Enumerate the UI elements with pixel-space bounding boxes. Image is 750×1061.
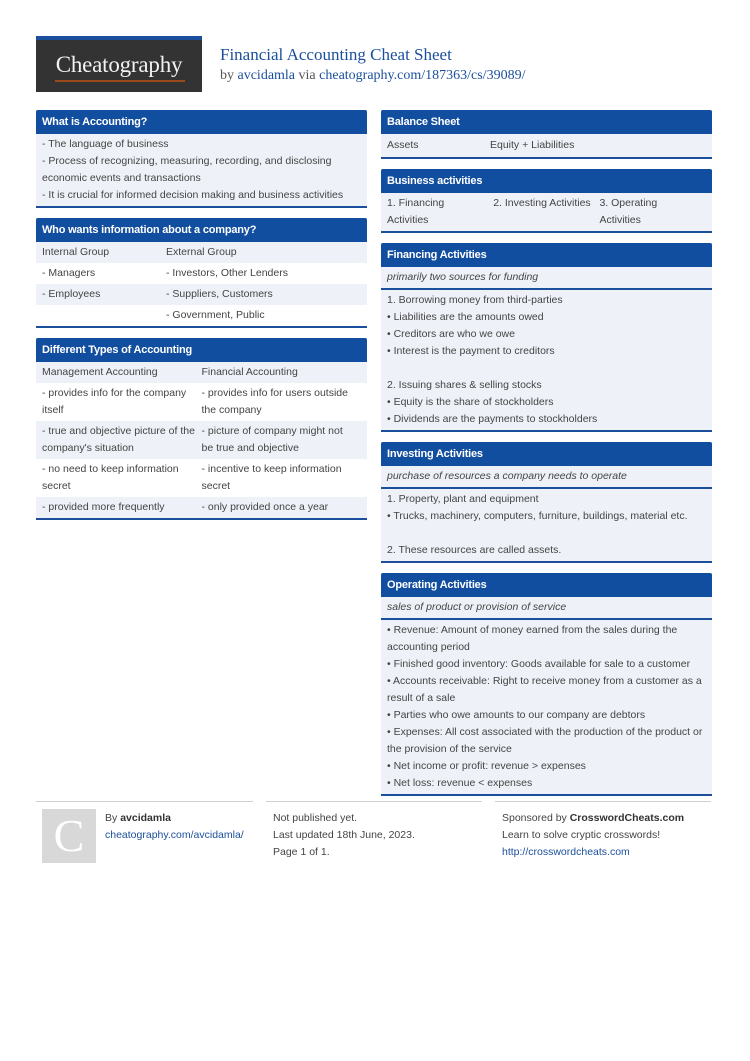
cell: - no need to keep information secret xyxy=(42,463,179,492)
text-line xyxy=(381,508,712,525)
cell: - incentive to keep information secret xyxy=(201,463,342,492)
line-text: - Process of recognizing, measuring, recording, and disclosing economic events and transactions xyxy=(42,155,332,184)
footer-divider xyxy=(495,801,711,802)
cell: Internal Group xyxy=(42,246,110,258)
text-line xyxy=(36,134,367,153)
text-line xyxy=(381,758,712,775)
page-title: Financial Accounting Cheat Sheet xyxy=(220,45,452,64)
subtitle-text: primarily two sources for funding xyxy=(387,271,539,283)
blank-line xyxy=(381,525,712,542)
cell: - provides info for the company itself xyxy=(42,387,187,416)
cell: - Investors, Other Lenders xyxy=(166,267,288,279)
text-line xyxy=(381,542,712,561)
author-link[interactable]: avcidamla xyxy=(237,68,296,83)
table-row xyxy=(36,497,367,518)
section-who-wants-info xyxy=(36,218,367,328)
by-prefix: by xyxy=(220,68,234,83)
text-line xyxy=(381,656,712,673)
cell: 3. Operating Activities xyxy=(599,197,658,226)
footer-sponsor xyxy=(502,810,684,861)
line-text: • Dividends are the payments to stockholders xyxy=(387,413,598,425)
footer-status xyxy=(273,810,415,861)
cell: - only provided once a year xyxy=(201,501,329,513)
cell: 2. Investing Activities xyxy=(493,197,591,209)
footer-author-name: avcidamla xyxy=(120,812,171,824)
logo-underline xyxy=(55,80,185,82)
table-row xyxy=(36,383,367,421)
line-text: • Liabilities are the amounts owed xyxy=(387,311,544,323)
section-title: Investing Activities xyxy=(381,442,712,466)
section-title: Different Types of Accounting xyxy=(36,338,367,362)
sponsored-by-label: Sponsored by xyxy=(502,812,567,824)
cell: - provides info for users outside the company xyxy=(201,387,348,416)
section-title: Operating Activities xyxy=(381,573,712,597)
footer-divider xyxy=(266,801,482,802)
text-line xyxy=(381,775,712,794)
cell: Equity + Liabilities xyxy=(490,139,575,151)
section-title: Business activities xyxy=(381,169,712,193)
line-text: 2. These resources are called assets. xyxy=(387,544,562,556)
text-line xyxy=(381,309,712,326)
line-text: 2. Issuing shares & selling stocks xyxy=(387,379,542,391)
logo-text: Cheatography xyxy=(55,52,183,77)
line-text: • Creditors are who we owe xyxy=(387,328,515,340)
text-line xyxy=(36,153,367,187)
title-area xyxy=(220,44,525,85)
text-line xyxy=(381,673,712,707)
sponsor-name: CrosswordCheats.com xyxy=(569,812,685,824)
text-line xyxy=(381,326,712,343)
line-text: • Revenue: Amount of money earned from the sales during the accounting period xyxy=(387,624,678,653)
text-line xyxy=(381,394,712,411)
table-row xyxy=(381,134,712,157)
subtitle-text: sales of product or provision of service xyxy=(387,601,567,613)
table-row xyxy=(36,459,367,497)
section-financing-activities xyxy=(381,243,712,432)
sponsor-line xyxy=(502,810,684,827)
line-text: • Expenses: All cost associated with the production of the product or the provision of the service xyxy=(387,726,703,755)
cell: Financial Accounting xyxy=(201,366,298,378)
author-profile-link[interactable]: cheatography.com/avcidamla/ xyxy=(105,829,244,841)
footer-by-line xyxy=(105,810,244,827)
line-text: • Net income or profit: revenue > expenses xyxy=(387,760,586,772)
table-row xyxy=(36,305,367,326)
section-subtitle xyxy=(381,466,712,489)
section-title: Balance Sheet xyxy=(381,110,712,134)
footer-divider xyxy=(36,801,253,802)
byline xyxy=(220,66,525,85)
cell: - picture of company might not be true and objective xyxy=(201,425,343,454)
cell: - Suppliers, Customers xyxy=(166,288,273,300)
cell: - provided more frequently xyxy=(42,501,165,513)
sheet-url-link[interactable]: cheatography.com/187363/cs/39089/ xyxy=(319,68,526,83)
cell: - Government, Public xyxy=(166,309,265,321)
section-what-is-accounting xyxy=(36,110,367,208)
cell: - Managers xyxy=(42,267,96,279)
line-text: • Accounts receivable: Right to receive money from a customer as a result of a sale xyxy=(387,675,702,704)
section-operating-activities xyxy=(381,573,712,796)
line-text: 1. Property, plant and equipment xyxy=(387,493,539,505)
section-title: Financing Activities xyxy=(381,243,712,267)
text-line xyxy=(381,377,712,394)
line-text: - The language of business xyxy=(42,138,169,150)
section-types-of-accounting xyxy=(36,338,367,520)
table-row xyxy=(36,284,367,305)
cell: Management Accounting xyxy=(42,366,158,378)
table-header-row xyxy=(36,242,367,263)
left-column xyxy=(36,110,367,530)
section-investing-activities xyxy=(381,442,712,563)
line-text: - It is crucial for informed decision making and business activities xyxy=(42,189,344,201)
text-line xyxy=(381,724,712,758)
section-balance-sheet xyxy=(381,110,712,159)
section-subtitle xyxy=(381,597,712,620)
right-column xyxy=(381,110,712,806)
subtitle-text: purchase of resources a company needs to operate xyxy=(387,470,627,482)
author-avatar[interactable]: C xyxy=(42,809,96,863)
published-status: Not published yet. xyxy=(273,812,358,824)
line-text: • Equity is the share of stockholders xyxy=(387,396,554,408)
blank-line xyxy=(381,360,712,377)
via-label: via xyxy=(298,68,316,83)
text-line xyxy=(381,707,712,724)
cell: External Group xyxy=(166,246,237,258)
table-row xyxy=(36,421,367,459)
section-business-activities xyxy=(381,169,712,233)
sponsor-link[interactable]: http://crosswordcheats.com xyxy=(502,846,630,858)
section-title: Who wants information about a company? xyxy=(36,218,367,242)
text-line xyxy=(381,411,712,430)
text-line xyxy=(381,290,712,309)
text-line xyxy=(381,620,712,656)
line-text: • Finished good inventory: Goods available for sale to a customer xyxy=(387,658,691,670)
cell: - true and objective picture of the company's situation xyxy=(42,425,195,454)
line-text: 1. Borrowing money from third-parties xyxy=(387,294,563,306)
last-updated: Last updated 18th June, 2023. xyxy=(273,829,415,841)
line-text: • Parties who owe amounts to our company are debtors xyxy=(387,709,646,721)
cell: - Employees xyxy=(42,288,101,300)
line-text: • Interest is the payment to creditors xyxy=(387,345,555,357)
sponsor-tagline: Learn to solve cryptic crosswords! xyxy=(502,829,661,841)
text-line xyxy=(381,489,712,508)
cell: 1. Financing Activities xyxy=(387,197,445,226)
section-title: What is Accounting? xyxy=(36,110,367,134)
text-line xyxy=(381,343,712,360)
footer-author xyxy=(105,810,244,844)
table-row xyxy=(381,193,712,231)
logo[interactable] xyxy=(36,36,202,92)
by-label: By xyxy=(105,812,118,824)
cell: Assets xyxy=(387,139,419,151)
section-subtitle xyxy=(381,267,712,290)
line-text: • Net loss: revenue < expenses xyxy=(387,777,533,789)
page-count: Page 1 of 1. xyxy=(273,846,330,858)
text-line xyxy=(36,187,367,206)
cell xyxy=(42,307,166,324)
table-row xyxy=(36,263,367,284)
line-text: • Trucks, machinery, computers, furniture, buildings, material etc. xyxy=(387,510,688,522)
table-header-row xyxy=(36,362,367,383)
